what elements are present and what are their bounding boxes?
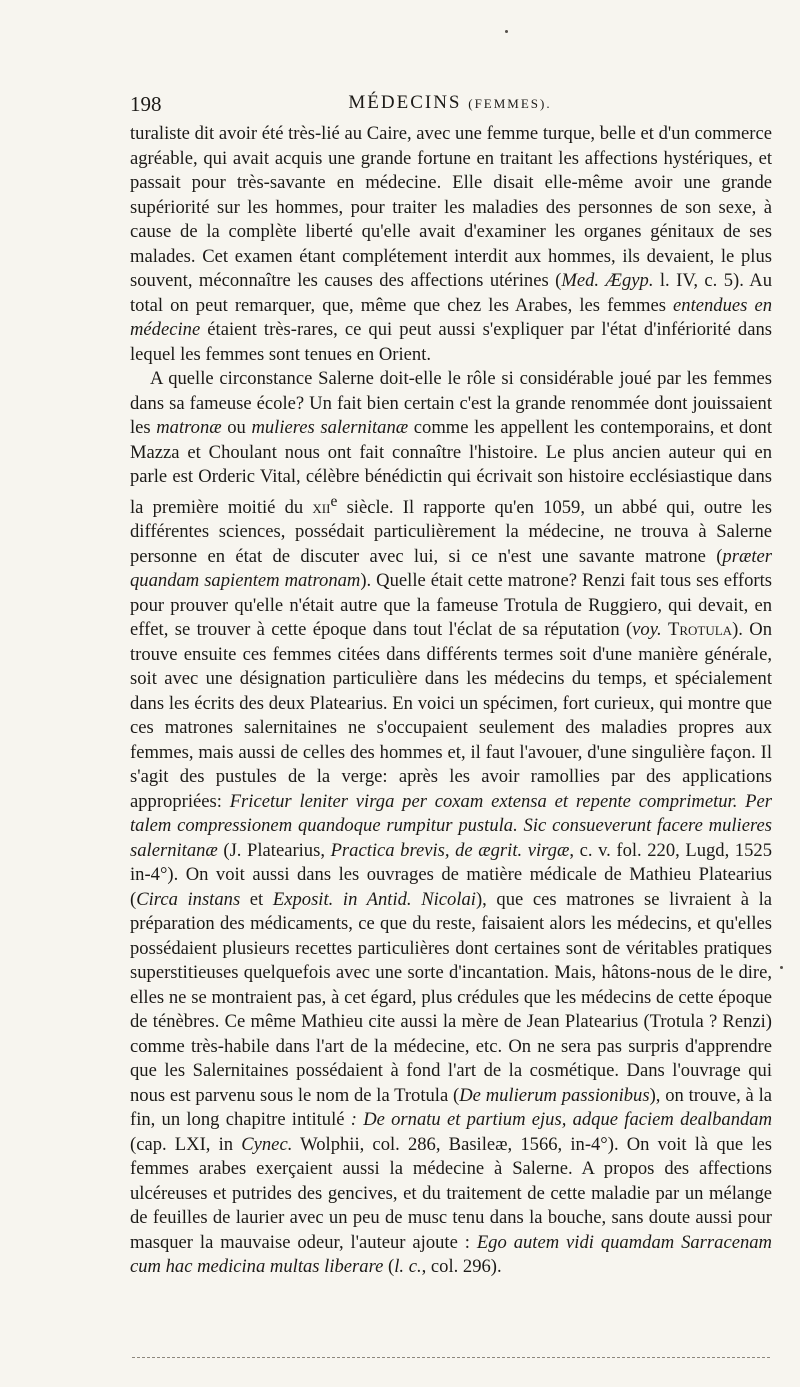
page-header — [130, 92, 770, 116]
italic-abbrev: l. c. — [394, 1256, 422, 1278]
text-run: ), que ces matrones se livraient à la préparation des médicaments, ce que du reste, faisaient alors les médecins, et qu'elles possédaient plusieurs recettes particulières dont certaines sont de véritables pratiques superstitieuses quelquefois avec une sorte d'incantation. Mais, hâtons-nous de le dire, elles ne se montraient pas, à cet égard, plus crédules que les médecins de cette époque de ténèbres. Ce même Mathieu cite aussi la mère de Jean Platearius (Trotula ? Renzi) comme très-habile dans l'art de la médecine, etc. On ne sera pas surpris d'apprendre que les Salernitaines possédaient à fond l'art de la cosmétique. Dans l'ouvrage qui nous est parvenu sous le nom de la Trotula ( — [130, 888, 772, 1106]
text-run: ), on trouve, à la fin, un long chapitre intitulé — [130, 1084, 772, 1131]
text-run: l. IV, c. 5). Au total on peut remarquer, que, même que chez les Arabes, les femmes — [130, 270, 772, 316]
italic-title: : De ornatu et partium ejus, adque faciem dealbandam — [350, 1109, 773, 1131]
ink-speck — [505, 30, 508, 33]
text-run: (cap. LXI, in — [130, 1133, 242, 1155]
paragraph-1 — [130, 122, 772, 367]
paragraph-2 — [130, 367, 772, 1280]
text-run: ). On trouve ensuite ces femmes citées dans différents termes soit d'une manière générale, soit avec une désignation particulière dans les médecins du temps, et spécialement dans les écrits des deux Platearius. En voici un spécimen, fort curieux, qui montre que ces matrones salernitaines ne s'occupaient seulement des maladies propres aux femmes, mais aussi de celles des hommes et, il faut l'avouer, d'une singulière façon. Il s'agit des pustules de la verge: après les avoir ramollies par des applications appropriées: — [130, 619, 772, 812]
text-run: , col. 296). — [421, 1256, 502, 1278]
running-title-main: MÉDECINS — [348, 92, 462, 113]
italic-title: Circa instans — [136, 888, 241, 910]
italic-title: De mulierum passionibus — [459, 1084, 650, 1106]
latin-quote: Fricetur leniter virga per coxam extensa et repente comprimetur. Per talem compressionem quandoque rumpitur pustula. Sic consueverunt facere mulieres salernitanæ — [130, 790, 772, 861]
latin-quote: Ego autem vidi quamdam Sarracenam cum hac medicina multas liberare — [130, 1231, 772, 1278]
text-run: comme les appellent les contemporains, et dont Mazza et Choulant nous ont fait connaître l'histoire. Le plus ancien auteur qui en parle est Orderic Vital, célèbre bénédictin qui écrivait son histoire ecclésiastique dans la première moitié du — [130, 417, 773, 518]
text-run: turaliste dit avoir été très-lié au Caire, avec une femme turque, belle et d'un commerce agréable, qui avait acquis une grande fortune en traitant les affections hystériques, et passait pour très-savante en médecine. Elle disait elle-même avoir une grande supériorité sur les hommes, pour traiter les maladies des personnes de son sexe, à cause de la complète liberté qu'elle avait d'examiner les organes génitaux de ses malades. Cet examen étant complétement interdit aux hommes, ils devaient, le plus souvent, méconnaître les causes des affections utérines ( — [130, 123, 772, 291]
text-run: Wolphii, col. 286, Basileæ, 1566, in-4°). On voit là que les femmes arabes exerçaient aussi la médecine à Salerne. A propos des affections ulcéreuses et putrides des gencives, et du traitement de cette maladie par un mélange de feuilles de laurier avec un peu de musc tenu dans la bouche, sans doute aussi pour masquer la mauvaise odeur, l'auteur ajoute : — [130, 1133, 772, 1253]
italic-phrase: entendues en médecine — [130, 294, 772, 340]
footer-rule — [132, 1357, 770, 1358]
text-run: , c. v. fol. 220, Lugd, 1525 in-4°). On voit aussi dans les ouvrages de matière médicale de Mathieu Platearius ( — [130, 839, 772, 910]
latin-quote: præter quandam sapientem matronam — [130, 545, 772, 592]
century-numeral: xii — [312, 496, 331, 518]
cross-reference: Trotula — [667, 619, 733, 641]
text-run: siècle. Il rapporte qu'en 1059, un abbé qui, outre les différentes sciences, possédait particulièrement la médecine, ne trouva à Salerne personne en état de discuter avec lui, si ce n'est une savante matrone ( — [130, 496, 772, 567]
italic-title: Cynec. — [241, 1133, 293, 1155]
text-run: (J. Platearius, — [217, 839, 331, 861]
running-title — [130, 92, 770, 114]
running-title-sub: (FEMMES). — [468, 96, 552, 111]
italic-citation: Med. Ægyp. — [561, 270, 654, 291]
italic-term: mulieres salernitanæ — [251, 417, 409, 438]
italic-citation: Practica brevis, de ægrit. virgæ — [330, 839, 570, 861]
ink-speck — [780, 966, 783, 969]
page-number: 198 — [130, 92, 162, 116]
italic-title: Exposit. in Antid. Nicolai — [272, 888, 476, 910]
text-run: A quelle circonstance Salerne doit-elle le rôle si considérable joué par les femmes dans sa fameuse école? Un fait bien certain c'est la grande renommée dont jouissaient les — [130, 368, 772, 438]
body-text — [130, 122, 772, 1280]
italic-term: matronæ — [156, 417, 222, 438]
italic-abbrev: voy. — [632, 619, 662, 641]
text-run: ( — [383, 1256, 395, 1278]
text-run: ou — [221, 417, 252, 438]
text-run: et — [240, 888, 273, 910]
text-run: ). Quelle était cette matrone? Renzi fait tous ses efforts pour prouver qu'elle n'était autre que la fameuse Trotula de Ruggiero, qui devait, en effet, se trouver à cette époque dans tout l'éclat de sa réputation ( — [130, 570, 772, 641]
text-run: étaient très-rares, ce qui peut aussi s'expliquer par l'état d'infériorité dans lequel les femmes sont tenues en Orient. — [130, 319, 772, 365]
superscript: e — [330, 492, 338, 510]
